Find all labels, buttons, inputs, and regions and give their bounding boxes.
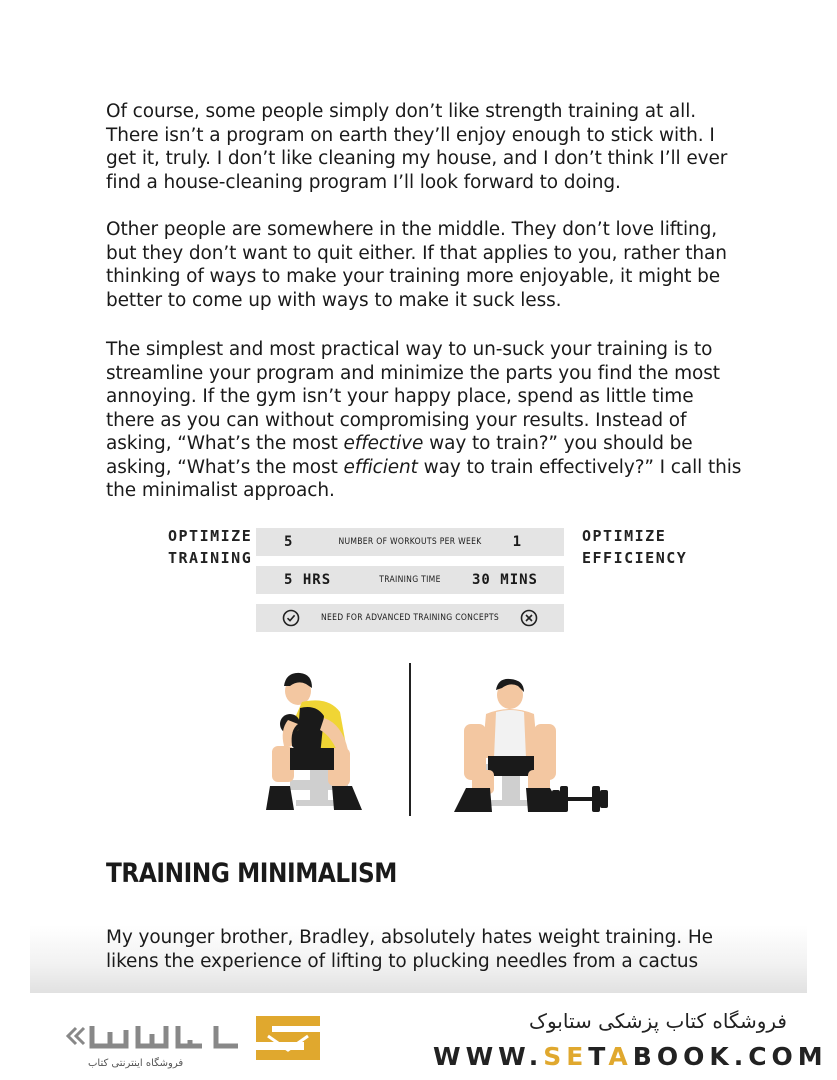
row-label: TRAINING TIME <box>379 575 441 585</box>
logo-caption: فروشگاه اینترنتی کتاب <box>88 1058 184 1069</box>
optimize-training-label <box>168 525 252 569</box>
illustration-lifters <box>260 660 620 820</box>
row-right-value: 30 MINS <box>471 572 538 588</box>
comparison-row-workouts <box>256 528 564 556</box>
row-left-value: 5 HRS <box>284 572 332 588</box>
lifter-resting <box>454 679 608 812</box>
optimize-efficiency-label <box>582 525 687 569</box>
paragraph-1: Of course, some people simply don’t like strength training at all. There isn’t a program on earth they’ll enjoy enough to stick with. I get it, truly. I don’t like cleaning my house, and I don’t think I’ll ever find a house-cleaning program I’ll look forward to doing. <box>106 101 728 193</box>
row-label: NUMBER OF WORKOUTS PER WEEK <box>338 537 482 547</box>
section-heading: TRAINING MINIMALISM <box>106 858 397 889</box>
row-label: NEED FOR ADVANCED TRAINING CONCEPTS <box>320 613 499 623</box>
lifter-dumbbell-curl <box>266 673 362 810</box>
x-circle-icon <box>520 609 538 631</box>
comparison-row-concepts <box>256 604 564 632</box>
setabook-logo <box>66 1012 336 1064</box>
paragraph-2: Other people are somewhere in the middle. They don’t love lifting, but they don’t want to quit either. If that applies to you, rather than thinking of ways to make your training more enjoyable, it might be better to come up with ways to make it suck less. <box>106 219 727 311</box>
right-label-line-1: OPTIMIZE <box>582 527 667 545</box>
paragraph-3: The simplest and most practical way to un-suck your training is to streamline your program and minimize the parts you find the most annoying. If the gym isn’t your happy place, spend as little time there as you can without compromising your results. Instead of asking, “What’s the most effective way to train?” you should be asking, “What’s the most efficient way to train effectively?” I call this the minimalist approach. <box>106 339 742 501</box>
paragraph-4: My younger brother, Bradley, absolutely hates weight training. He likens the experience of lifting to plucking needles from a cactus <box>106 927 713 972</box>
store-url: WWW.SETABOOK.COM <box>433 1042 828 1071</box>
store-name-persian: فروشگاه کتاب پزشکی ستابوک <box>529 1009 787 1033</box>
row-right-value: 1 <box>512 534 522 550</box>
left-label-line-1: OPTIMIZE <box>168 527 253 545</box>
comparison-row-time <box>256 566 564 594</box>
left-label-line-2: TRAINING <box>168 549 253 567</box>
row-left-value: 5 <box>284 534 294 550</box>
right-label-line-2: EFFICIENCY <box>582 549 688 567</box>
